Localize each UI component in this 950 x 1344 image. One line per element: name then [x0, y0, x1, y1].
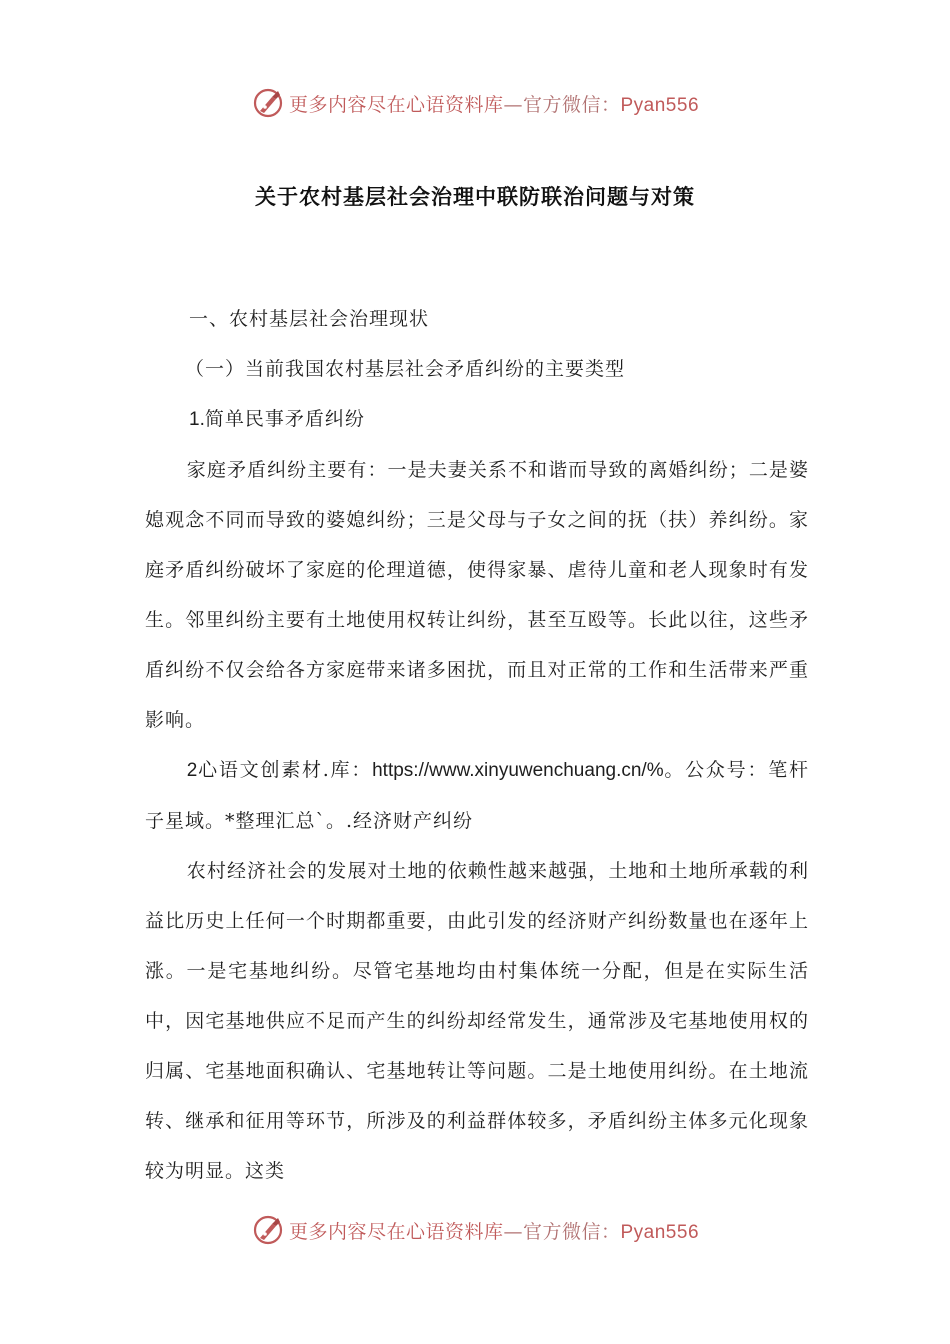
item-text-a: 心语文创素材.库：: [197, 759, 373, 781]
watermark-wechat-id: Pyan556: [620, 1221, 700, 1243]
watermark-separator: —: [503, 93, 523, 116]
watermark-wechat-id: Pyan556: [620, 94, 700, 116]
item-heading-2: [145, 745, 809, 846]
watermark-brand: 更多内容尽在心语资料库: [288, 93, 504, 116]
watermark-wechat-label: 官方微信：: [522, 93, 621, 116]
section-heading: 一、农村基层社会治理现状: [189, 308, 430, 330]
watermark-banner-top: [0, 83, 950, 123]
watermark-text: [289, 90, 699, 117]
pen-nib-circle-icon: [251, 86, 285, 120]
subsection-heading: （一）当前我国农村基层社会矛盾纠纷的主要类型: [185, 358, 626, 380]
item-number: 2: [186, 760, 198, 781]
paragraph-1: 家庭矛盾纠纷主要有：一是夫妻关系不和谐而导致的离婚纠纷；二是婆媳观念不同而导致的婆媳纠纷；三是父母与子女之间的抚（扶）养纠纷。家庭矛盾纠纷破坏了家庭的伦理道德，使得家暴、虐待儿童和老人现象时有发生。邻里纠纷主要有土地使用权转让纠纷，甚至互殴等。长此以往，这些矛盾纠纷不仅会给各方家庭带来诸多困扰，而且对正常的工作和生活带来严重影响。: [145, 459, 809, 731]
watermark-text: [289, 1217, 699, 1244]
watermark-banner-bottom: [0, 1210, 950, 1250]
pen-nib-circle-icon: [251, 1213, 285, 1247]
item-text-b: 。公众号：笔杆子星域。*整理汇总`。.经济财产纠纷: [145, 759, 809, 832]
watermark-separator: —: [503, 1220, 523, 1243]
item-url: https://www.xinyuwenchuang.cn/%: [372, 760, 664, 781]
item-heading-1: [145, 394, 809, 445]
watermark-brand: 更多内容尽在心语资料库: [288, 1220, 504, 1243]
watermark-wechat-label: 官方微信：: [522, 1220, 621, 1243]
paragraph-2: 农村经济社会的发展对土地的依赖性越来越强，土地和土地所承载的利益比历史上任何一个时期都重要，由此引发的经济财产纠纷数量也在逐年上涨。一是宅基地纠纷。尽管宅基地均由村集体统一分配，但是在实际生活中，因宅基地供应不足而产生的纠纷却经常发生，通常涉及宅基地使用权的归属、宅基地面积确认、宅基地转让等问题。二是土地使用纠纷。在土地流转、继承和征用等环节，所涉及的利益群体较多，矛盾纠纷主体多元化现象较为明显。这类: [145, 860, 809, 1182]
item-title: 简单民事矛盾纠纷: [204, 408, 365, 430]
document-body: [145, 294, 809, 1196]
item-number: 1.: [189, 409, 205, 430]
document-title: 关于农村基层社会治理中联防联治问题与对策: [255, 185, 695, 209]
